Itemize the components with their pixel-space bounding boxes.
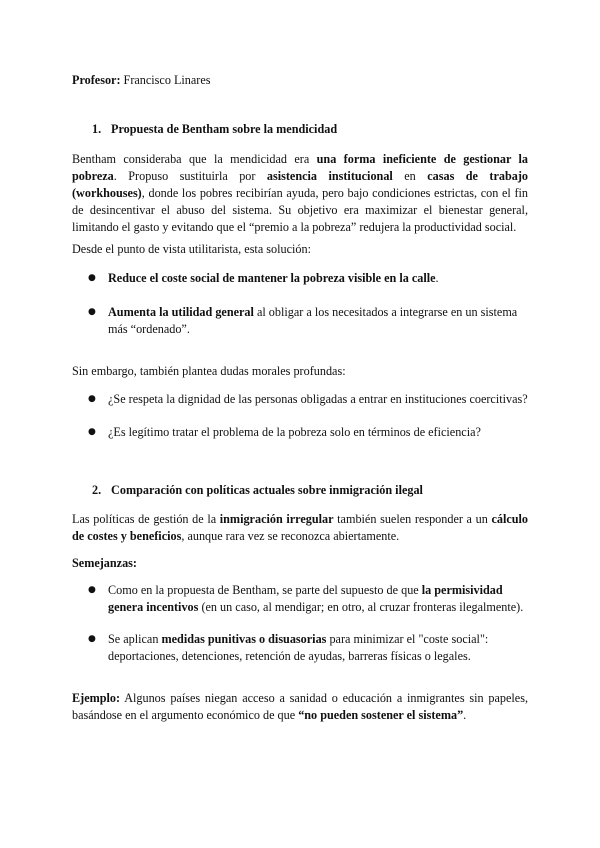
list-item-text: ¿Es legítimo tratar el problema de la pobreza solo en términos de eficiencia? (108, 425, 481, 439)
bullet-icon: ● (88, 307, 96, 317)
text: , aunque rara vez se reconozca abiertamente. (181, 529, 400, 543)
text: Algunos países niegan acceso a sanidad o educación a inmigrantes sin papeles, basándose en el argumento económico de que (72, 691, 528, 722)
text: al obligar a los necesitados a integrarse en un sistema más “ordenado”. (108, 305, 518, 336)
bold-text: Semejanzas: (72, 556, 137, 570)
section1-intro: Desde el punto de vista utilitarista, esta solución: (72, 242, 311, 256)
text: (en un caso, al mendigar; en otro, al cruzar fronteras ilegalmente). (198, 600, 524, 614)
text: Las políticas de gestión de la (72, 512, 220, 526)
text: Bentham consideraba que la mendicidad era (72, 152, 317, 166)
bold-text: medidas punitivas o disuasorias (161, 632, 327, 646)
bold-text: una forma ineficiente de gestionar la pobreza (72, 152, 528, 183)
text: también suelen responder a un (333, 512, 492, 526)
section2-number: 2. (92, 483, 102, 497)
text: , donde los pobres recibirían ayuda, pero bajo condiciones estrictas, con el fin de desincentivar el abuso del sistema. Su objetivo era maximizar el bienestar general, limitando el gasto y evitando que el “premio a la pobreza” redujera la productividad social. (72, 186, 528, 234)
example-paragraph (72, 690, 528, 724)
bold-text: Reduce el coste social de mantener la pobreza visible en la calle (108, 271, 436, 285)
professor-name: Francisco Linares (123, 73, 211, 87)
bold-text: inmigración irregular (219, 512, 334, 526)
similarities-label (72, 555, 528, 572)
professor-label: Profesor: (72, 73, 121, 87)
bullet-icon: ● (88, 427, 96, 437)
list-item-text (108, 270, 528, 287)
list-item-text (108, 582, 528, 616)
bold-text: cálculo de costes y beneficios (72, 512, 528, 543)
bold-text: “no pueden sostener el sistema” (298, 708, 464, 722)
bold-text: asistencia institucional (266, 169, 393, 183)
list-item-text (108, 631, 528, 665)
bold-text: la permisividad genera incentivos (108, 583, 503, 614)
example-label: Ejemplo: (72, 691, 121, 705)
text: Como en la propuesta de Bentham, se parte del supuesto de que (108, 583, 422, 597)
bold-text: Aumenta la utilidad general (108, 305, 254, 319)
doubts-intro: Sin embargo, también plantea dudas morales profundas: (72, 364, 346, 378)
bullet-icon: ● (88, 273, 96, 283)
professor-line (72, 72, 528, 89)
bullet-icon: ● (88, 585, 96, 595)
bullet-icon: ● (88, 634, 96, 644)
text: Se aplican (108, 632, 162, 646)
section1-paragraph (72, 151, 528, 236)
text: para minimizar el "coste social": deportaciones, detenciones, retención de ayudas, barreras físicas o legales. (108, 632, 489, 663)
text: . (435, 271, 439, 285)
section1-number: 1. (92, 122, 102, 136)
list-item-text (108, 304, 528, 338)
section2-heading (92, 482, 548, 499)
section2-paragraph (72, 511, 528, 545)
section2-title: Comparación con políticas actuales sobre inmigración ilegal (111, 483, 423, 497)
bold-text: casas de trabajo (workhouses) (72, 169, 529, 200)
bullet-icon: ● (88, 394, 96, 404)
section1-title: Propuesta de Bentham sobre la mendicidad (111, 122, 338, 136)
list-item-text: ¿Se respeta la dignidad de las personas obligadas a entrar en instituciones coercitivas? (108, 392, 528, 406)
section1-heading (92, 121, 548, 138)
text: en (392, 169, 428, 183)
text: . (463, 708, 467, 722)
text: . Propuso sustituirla por (113, 169, 267, 183)
